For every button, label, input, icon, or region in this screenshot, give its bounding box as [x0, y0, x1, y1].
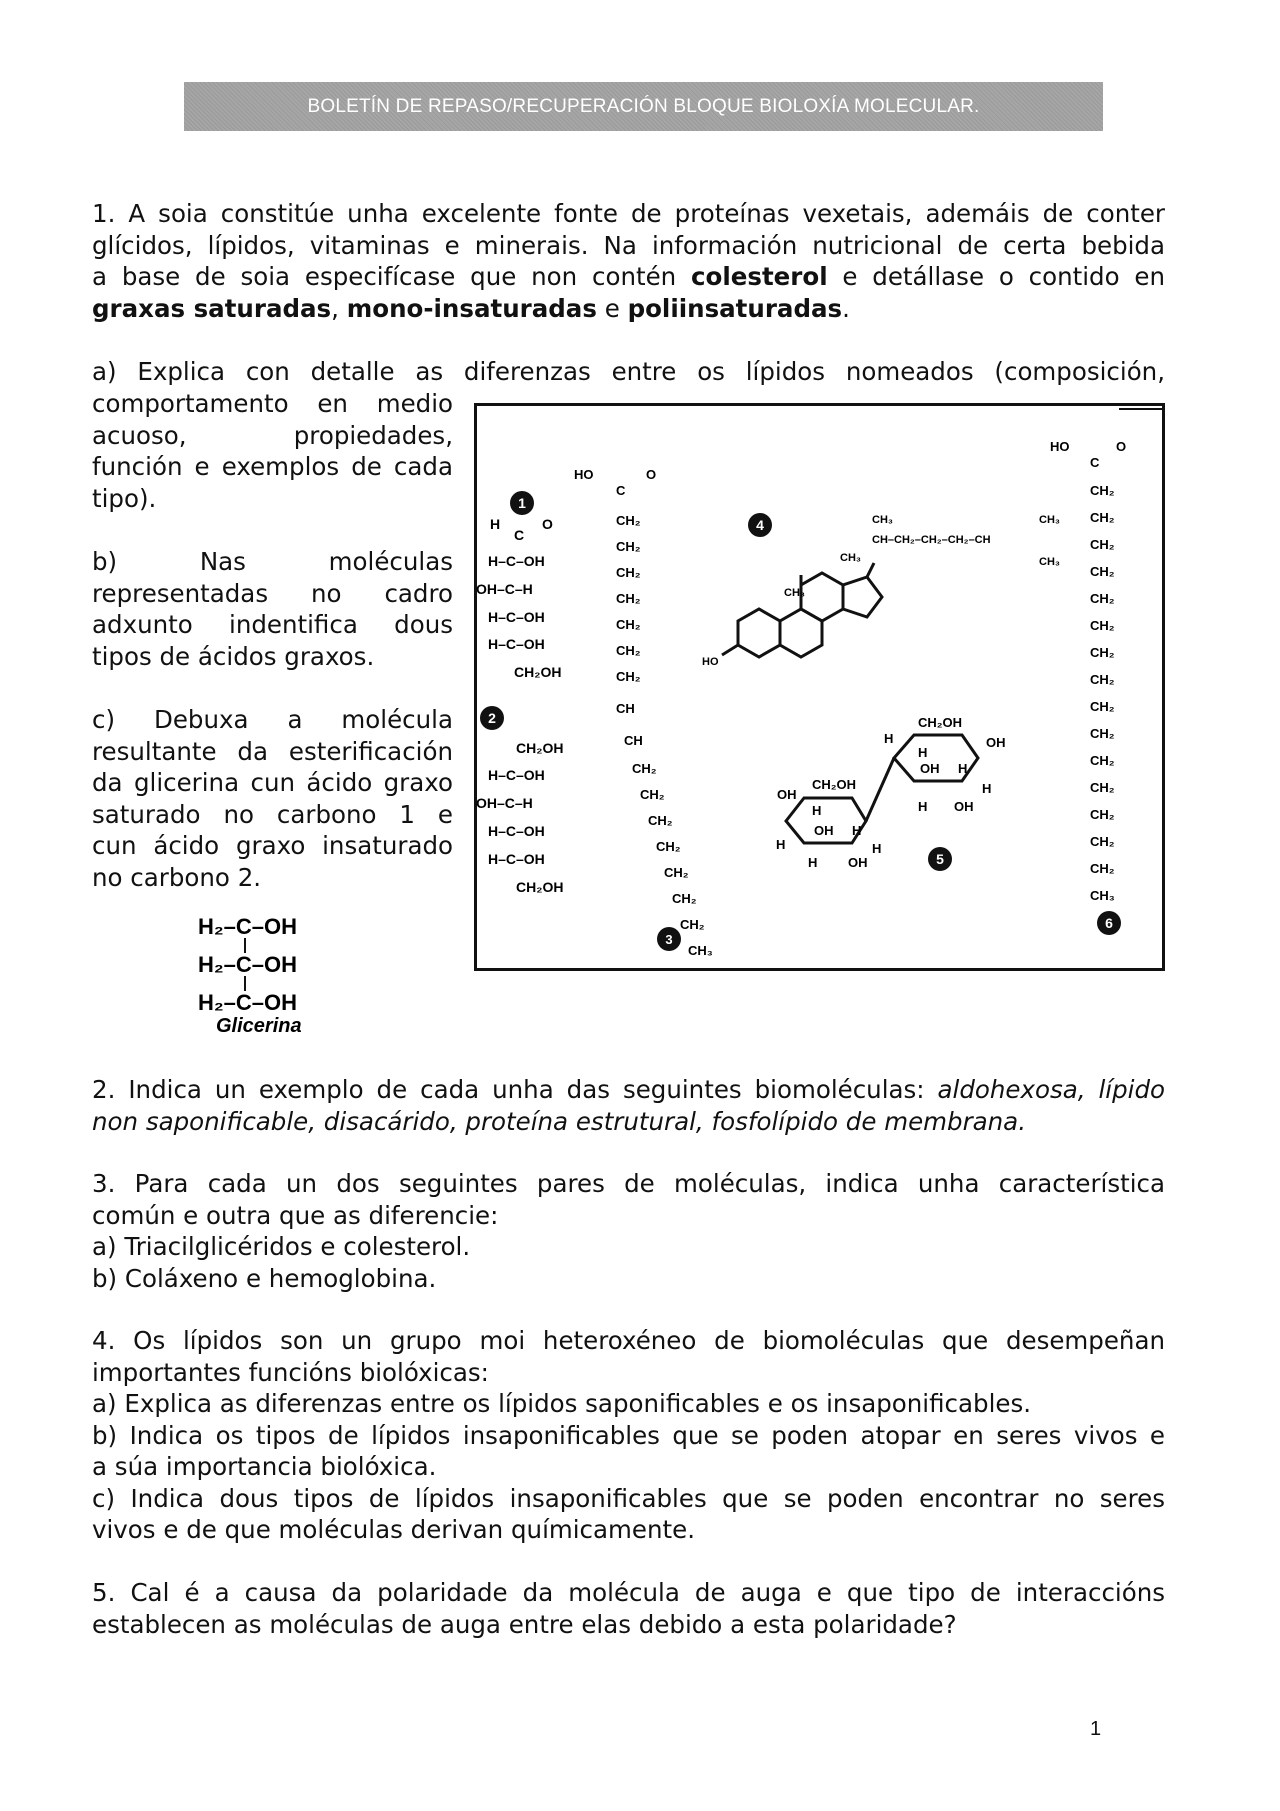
svg-text:CH₂: CH₂: [616, 565, 641, 580]
svg-text:CH₂: CH₂: [1090, 591, 1115, 606]
svg-text:CH₂: CH₂: [616, 591, 641, 606]
svg-text:CH₂: CH₂: [1090, 780, 1115, 795]
question-1a-line1: a) Explica con detalle as diferenzas entre os lípidos nomeados (composición,: [92, 357, 1165, 386]
svg-text:C: C: [1090, 455, 1100, 470]
svg-text:CH₂: CH₂: [616, 669, 641, 684]
svg-text:CH₃: CH₃: [688, 943, 713, 958]
svg-text:OH: OH: [986, 735, 1006, 750]
svg-text:CH₂OH: CH₂OH: [516, 740, 564, 756]
svg-text:CH₂: CH₂: [632, 761, 657, 776]
svg-text:H: H: [872, 841, 882, 856]
svg-text:HO: HO: [574, 467, 594, 482]
svg-text:C: C: [616, 483, 626, 498]
svg-text:H₂–C–OH: H₂–C–OH: [198, 914, 298, 939]
question-1-intro: 1. A soia constitúe unha excelente fonte de proteínas vexetais, ademáis de conter glícidos, lípidos, vitaminas e minerais. Na información nutricional de certa bebida a base de soia especifícase que non contén colesterol e detállase o contido en graxas saturadas, mono-insaturadas e poliinsaturadas.: [92, 199, 1165, 323]
svg-text:CH₂: CH₂: [1090, 564, 1115, 579]
svg-text:CH₂: CH₂: [1090, 537, 1115, 552]
svg-text:H: H: [812, 803, 822, 818]
svg-text:CH₂: CH₂: [640, 787, 665, 802]
svg-text:CH₂: CH₂: [1090, 645, 1115, 660]
header-title: BOLETÍN DE REPASO/RECUPERACIÓN BLOQUE BIOLOXÍA MOLECULAR.: [307, 95, 980, 117]
svg-text:CH₂: CH₂: [672, 891, 697, 906]
svg-text:O: O: [646, 467, 657, 482]
term-poliinsaturadas: poliinsaturadas: [627, 293, 843, 323]
svg-text:CH₂: CH₂: [1090, 807, 1115, 822]
question-5: 5. Cal é a causa da polaridade da molécula de auga e que tipo de interaccións establecen as moléculas de auga entre elas debido a esta polaridade?: [92, 1578, 1165, 1639]
svg-text:4: 4: [756, 517, 764, 533]
svg-text:H: H: [884, 731, 894, 746]
svg-text:CH₂OH: CH₂OH: [918, 715, 963, 730]
svg-text:1: 1: [518, 495, 526, 511]
glycerin-caption: Glicerina: [216, 1015, 302, 1037]
svg-text:H₂–C–OH: H₂–C–OH: [198, 990, 298, 1015]
svg-text:H₂–C–OH: H₂–C–OH: [198, 952, 298, 977]
svg-text:CH₂: CH₂: [680, 917, 705, 932]
svg-text:OH: OH: [777, 787, 797, 802]
term-graxas-saturadas: graxas saturadas: [92, 293, 332, 323]
svg-text:CH₃: CH₃: [1090, 888, 1115, 903]
svg-text:CH₂: CH₂: [1090, 672, 1115, 687]
question-4: 4. Os lípidos son un grupo moi heteroxéneo de biomoléculas que desempeñan importantes funcións biolóxicas: a) Explica as diferenzas entre os lípidos saponificables e os insaponificables. b) Indica os tipos de lípidos insaponificables que se poden atopar en seres vivos e a súa importancia biolóxica. c) Indica dous tipos de lípidos insaponificables que se poden encontrar no seres vivos e de que moléculas derivan químicamente.: [92, 1326, 1165, 1544]
svg-text:CH₂: CH₂: [664, 865, 689, 880]
svg-text:OH: OH: [814, 823, 834, 838]
question-1c: c) Debuxa a molécula resultante da esterificación da glicerina cun ácido graxo saturado no carbono 1 e cun ácido graxo insaturado no carbono 2.: [92, 705, 453, 892]
svg-text:OH: OH: [848, 855, 868, 870]
svg-text:2: 2: [488, 710, 496, 726]
svg-text:OH–C–H: OH–C–H: [476, 795, 533, 811]
document-header: [184, 82, 1103, 131]
svg-text:OH: OH: [920, 761, 940, 776]
svg-text:OH–C–H: OH–C–H: [476, 581, 533, 597]
svg-text:H–C–OH: H–C–OH: [488, 851, 545, 867]
svg-text:CH₂: CH₂: [1090, 510, 1115, 525]
svg-text:H–C–OH: H–C–OH: [488, 767, 545, 783]
question-2: 2. Indica un exemplo de cada unha das seguintes biomoléculas: aldohexosa, lípido non saponificable, disacárido, proteína estrutural, fosfolípido de membrana.: [92, 1075, 1165, 1136]
svg-text:OH: OH: [954, 799, 974, 814]
svg-text:CH: CH: [616, 701, 635, 716]
svg-text:5: 5: [936, 851, 944, 867]
lipid-molecules-figure: [474, 403, 1165, 971]
svg-text:CH₃: CH₃: [872, 514, 893, 526]
question-3: 3. Para cada un dos seguintes pares de moléculas, indica unha característica común e outra que as diferencie: a) Triacilglicéridos e colesterol. b) Coláxeno e hemoglobina.: [92, 1169, 1165, 1293]
svg-text:CH₃: CH₃: [784, 587, 805, 599]
svg-text:CH₂: CH₂: [1090, 726, 1115, 741]
question-1b: b) Nas moléculas representadas no cadro adxunto indentifica dous tipos de ácidos graxos.: [92, 547, 453, 671]
svg-text:6: 6: [1105, 915, 1113, 931]
svg-text:O: O: [542, 516, 553, 532]
svg-text:CH₂: CH₂: [616, 617, 641, 632]
svg-text:H: H: [490, 516, 501, 532]
svg-text:CH₃: CH₃: [1039, 556, 1060, 568]
svg-text:CH₂: CH₂: [656, 839, 681, 854]
svg-text:CH₃: CH₃: [840, 552, 861, 564]
svg-text:CH₂: CH₂: [1090, 699, 1115, 714]
page-number: 1: [1090, 1718, 1102, 1740]
svg-text:H: H: [776, 837, 786, 852]
svg-text:CH₂OH: CH₂OH: [514, 664, 562, 680]
svg-text:H–C–OH: H–C–OH: [488, 609, 545, 625]
term-mono-insaturadas: mono-insaturadas: [346, 293, 597, 323]
svg-text:C: C: [514, 527, 525, 543]
svg-text:CH₂: CH₂: [1090, 834, 1115, 849]
svg-text:H: H: [982, 781, 992, 796]
svg-text:CH₂: CH₂: [616, 539, 641, 554]
svg-text:CH₂: CH₂: [1090, 618, 1115, 633]
svg-text:H: H: [808, 855, 818, 870]
svg-text:CH₂: CH₂: [1090, 483, 1115, 498]
svg-text:3: 3: [665, 932, 673, 947]
svg-text:CH₂: CH₂: [616, 513, 641, 528]
svg-text:H: H: [852, 823, 862, 838]
svg-text:CH₃: CH₃: [1039, 514, 1060, 526]
svg-text:H–C–OH: H–C–OH: [488, 823, 545, 839]
svg-text:H–C–OH: H–C–OH: [488, 636, 545, 652]
question-1a-rest: comportamento en medio acuoso, propiedades, función e exemplos de cada tipo).: [92, 389, 453, 513]
svg-text:CH₂: CH₂: [1090, 753, 1115, 768]
svg-text:CH₂OH: CH₂OH: [516, 879, 564, 895]
svg-text:HO: HO: [1050, 439, 1070, 454]
svg-text:CH: CH: [624, 733, 643, 748]
glycerin-structure: [196, 910, 336, 1038]
svg-text:CH₂: CH₂: [616, 643, 641, 658]
svg-text:CH₂OH: CH₂OH: [812, 777, 857, 792]
svg-text:O: O: [1116, 439, 1127, 454]
svg-text:CH₂: CH₂: [648, 813, 673, 828]
svg-text:H: H: [958, 761, 968, 776]
svg-text:CH₂: CH₂: [1090, 861, 1115, 876]
svg-text:H: H: [918, 745, 928, 760]
svg-text:H–C–OH: H–C–OH: [488, 553, 545, 569]
svg-text:HO: HO: [702, 656, 719, 668]
svg-text:H: H: [918, 799, 928, 814]
svg-text:CH–CH₂–CH₂–CH₂–CH: CH–CH₂–CH₂–CH₂–CH: [872, 534, 991, 546]
term-colesterol: colesterol: [691, 262, 828, 291]
